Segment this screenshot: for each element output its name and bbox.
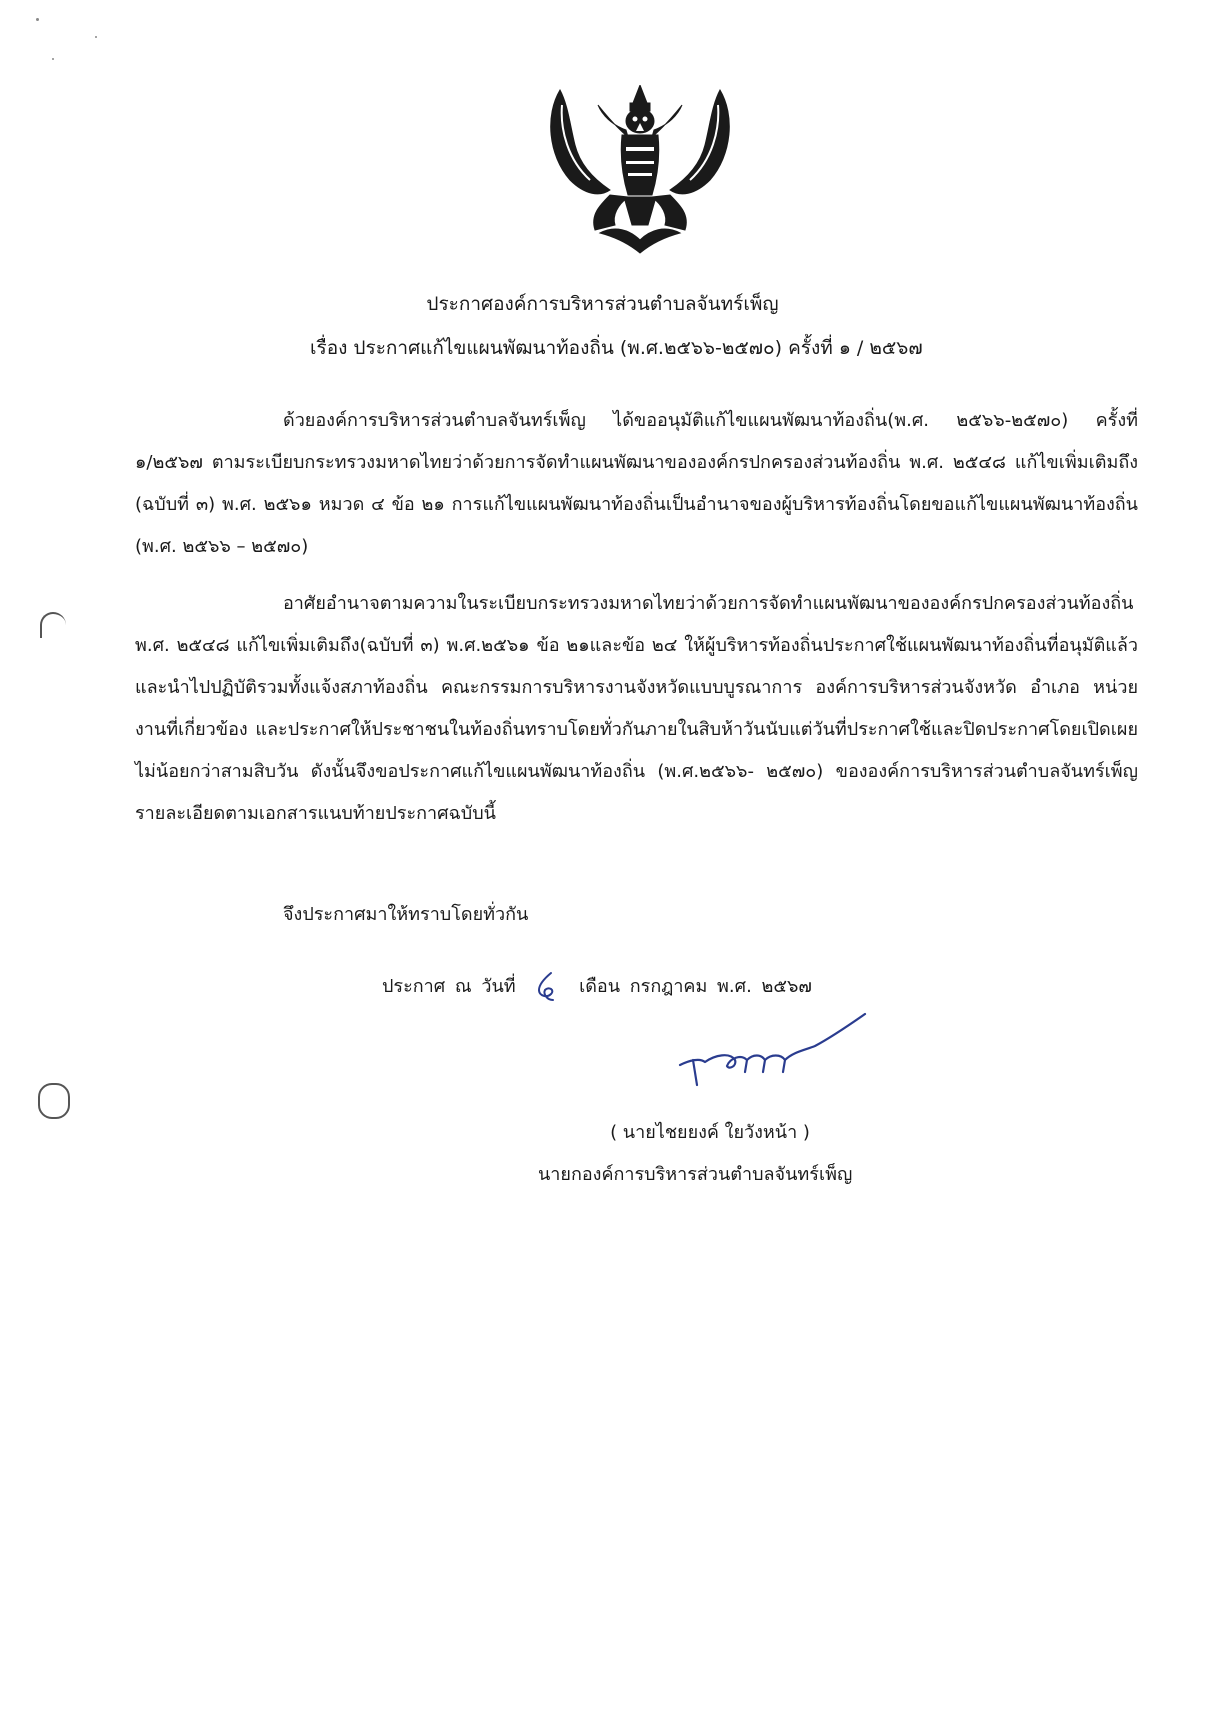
document-subject: เรื่อง ประกาศแก้ไขแผนพัฒนาท้องถิ่น (พ.ศ.๒๕๖๖-๒๕๗๐) ครั้งที่ ๑ / ๒๕๖๗ xyxy=(310,337,923,359)
date-prefix: ประกาศ ณ วันที่ xyxy=(382,976,516,997)
signer-position: นายกองค์การบริหารส่วนตำบลจันทร์เพ็ญ xyxy=(538,1164,853,1185)
signature-mark xyxy=(675,1010,875,1100)
signer-name: ( นายไชยยงค์ ใยวังหน้า ) xyxy=(610,1122,810,1143)
closing-statement: จึงประกาศมาให้ทราบโดยทั่วกัน xyxy=(283,904,529,925)
body-paragraph-2 xyxy=(135,583,1138,835)
scan-speck xyxy=(36,18,39,21)
punch-hole-mark xyxy=(40,612,66,638)
scan-speck xyxy=(52,58,54,60)
handwritten-day-mark xyxy=(525,970,569,1004)
paragraph-1-text: ด้วยองค์การบริหารส่วนตำบลจันทร์เพ็ญ ได้ขออนุมัติแก้ไขแผนพัฒนาท้องถิ่น(พ.ศ. ๒๕๖๖-๒๕๗๐) ครั้งที่ ๑/๒๕๖๗ ตามระเบียบกระทรวงมหาดไทยว่าด้วยการจัดทำแผนพัฒนาขององค์กรปกครองส่วนท้องถิ่น พ.ศ. ๒๕๔๘ แก้ไขเพิ่มเติมถึง (ฉบับที่ ๓) พ.ศ. ๒๕๖๑ หมวด ๔ ข้อ ๒๑ การแก้ไขแผนพัฒนาท้องถิ่นเป็นอำนาจของผู้บริหารท้องถิ่นโดยขอแก้ไขแผนพัฒนาท้องถิ่น (พ.ศ. ๒๕๖๖ – ๒๕๗๐) xyxy=(135,410,1138,557)
scan-speck xyxy=(95,36,97,38)
document-title: ประกาศองค์การบริหารส่วนตำบลจันทร์เพ็ญ xyxy=(426,293,779,315)
body-paragraph-1 xyxy=(135,400,1138,568)
paragraph-2-text: อาศัยอำนาจตามความในระเบียบกระทรวงมหาดไทยว่าด้วยการจัดทำแผนพัฒนาขององค์กรปกครองส่วนท้องถิ่น พ.ศ. ๒๕๔๘ แก้ไขเพิ่มเติมถึง(ฉบับที่ ๓) พ.ศ.๒๕๖๑ ข้อ ๒๑และข้อ ๒๔ ให้ผู้บริหารท้องถิ่นประกาศใช้แผนพัฒนาท้องถิ่นที่อนุมัติแล้ว และนำไปปฏิบัติรวมทั้งแจ้งสภาท้องถิ่น คณะกรรมการบริหารงานจังหวัดแบบบูรณาการ องค์การบริหารส่วนจังหวัด อำเภอ หน่วยงานที่เกี่ยวข้อง และประกาศให้ประชาชนในท้องถิ่นทราบโดยทั่วกันภายในสิบห้าวันนับแต่วันที่ประกาศใช้และปิดประกาศโดยเปิดเผยไม่น้อยกว่าสามสิบวัน ดังนั้นจึงขอประกาศแก้ไขแผนพัฒนาท้องถิ่น (พ.ศ.๒๕๖๖- ๒๕๗๐) ขององค์การบริหารส่วนตำบลจันทร์เพ็ญ รายละเอียดตามเอกสารแนบท้ายประกาศฉบับนี้ xyxy=(135,593,1138,824)
announcement-date xyxy=(382,970,812,1004)
punch-hole-mark xyxy=(38,1083,70,1119)
date-month-year: เดือน กรกฎาคม พ.ศ. ๒๕๖๗ xyxy=(579,976,812,997)
garuda-emblem-icon xyxy=(540,85,740,255)
